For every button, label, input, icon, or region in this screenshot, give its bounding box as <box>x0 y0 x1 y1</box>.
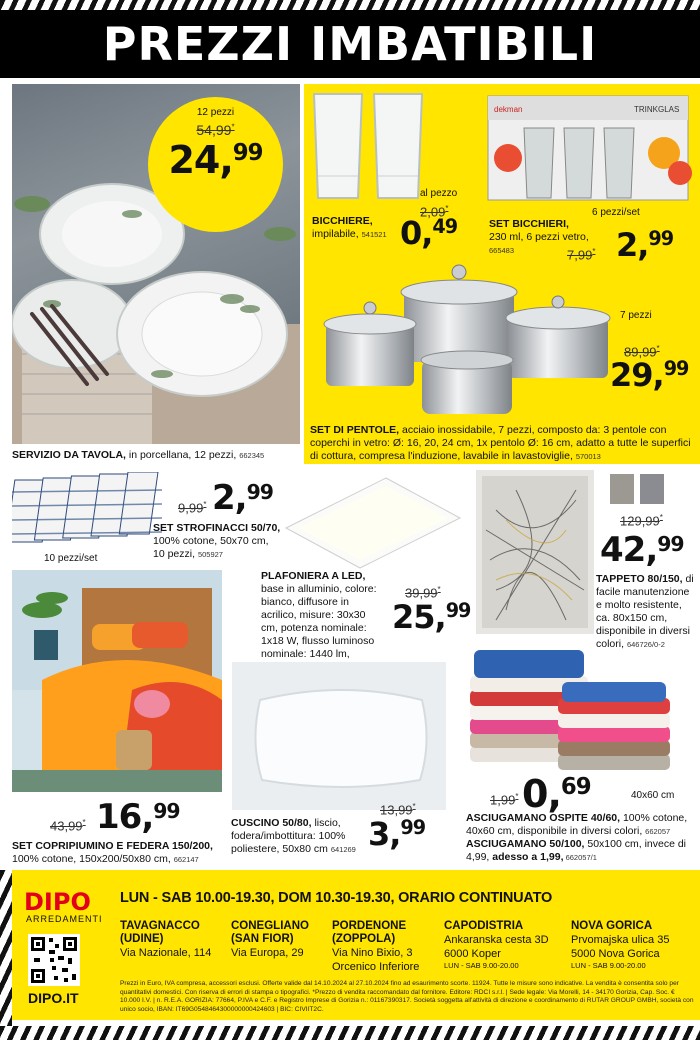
store-address: Via Nino Bixio, 3 <box>332 947 413 959</box>
store-name: CONEGLIANO <box>231 920 309 932</box>
store-tavagnacco <box>120 920 230 960</box>
store-name: TAVAGNACCO <box>120 920 200 932</box>
rug-swatch-illustration <box>608 472 668 506</box>
bicchiere-unit: al pezzo <box>420 188 458 199</box>
plafoniera-price: 25,99 <box>392 598 471 636</box>
store-address-2: 6000 Koper <box>444 948 501 960</box>
rug-swatches <box>608 472 668 506</box>
asciugamano-description: ASCIUGAMANO OSPITE 40/60, 100% cotone, 40x60 cm, disponibile in diversi colori, 662057 ASCIUGAMANO 50/100, 50x100 cm, invece di 4,99, adesso a 1,99, 662057/1 <box>466 812 688 863</box>
store-address: Ankaranska cesta 3D <box>444 934 549 946</box>
rug-photo <box>476 470 594 634</box>
website-link[interactable]: DIPO.IT <box>28 990 79 1006</box>
pillow-illustration <box>232 662 446 810</box>
set-bicchieri-count: 6 pezzi/set <box>592 207 640 218</box>
store-footer <box>12 870 700 1020</box>
box-label: TRINKGLAS <box>634 105 680 114</box>
bicchiere-old-price: 2,09* <box>420 204 449 220</box>
tea-towels-illustration <box>12 472 162 548</box>
glass-set-box-illustration <box>484 88 696 204</box>
footer-left-stripes <box>0 870 12 1026</box>
servizio-count: 12 pezzi <box>196 107 235 118</box>
store-name-sub: (SAN FIOR) <box>231 933 294 945</box>
set-bicchieri-price: 2,99 <box>616 226 674 264</box>
store-nova-gorica <box>571 920 697 971</box>
towels-photo <box>12 472 162 548</box>
hand-towels-photo <box>466 646 674 774</box>
tappeto-price: 42,99 <box>600 530 684 570</box>
servizio-description: SERVIZIO DA TAVOLA, in porcellana, 12 pezzi, 662345 <box>12 449 265 461</box>
asciugamano-price: 0,69 <box>522 772 591 816</box>
store-name-sub: (UDINE) <box>120 933 164 945</box>
brand-logo: DIPO <box>24 888 91 916</box>
box-brand: dekman <box>494 105 523 114</box>
copripiumino-description: SET COPRIPIUMINO E FEDERA 150/200, 100% cotone, 150x200/50x80 cm, 662147 <box>12 840 213 865</box>
qr-code[interactable] <box>28 934 80 986</box>
rug-illustration <box>476 470 594 634</box>
store-conegliano <box>231 920 331 960</box>
plafoniera-description: PLAFONIERA A LED, base in alluminio, colore: bianco, diffusore in acrilico, misure: 30x30 cm, potenza nominale: 1x18 W, flusso luminoso nominale: 1440 lm, <box>261 570 377 660</box>
store-hours: LUN - SAB 9.00-20.00 <box>444 961 519 970</box>
pentole-old-price: 89,99* <box>624 344 660 360</box>
strofinacci-description: SET STROFINACCI 50/70, 100% cotone, 50x70 cm, 10 pezzi, 505927 <box>153 522 281 560</box>
store-address: Via Europa, 29 <box>231 947 304 959</box>
pentole-price: 29,99 <box>610 356 689 394</box>
led-panel-illustration <box>276 470 466 570</box>
ceiling-light-photo <box>276 470 466 570</box>
asciugamano-size: 40x60 cm <box>631 790 675 801</box>
store-address-2: Orcenico Inferiore <box>332 961 420 973</box>
glass-photo <box>306 86 434 212</box>
cuscino-price: 3,99 <box>368 815 426 853</box>
cookware-photo <box>312 262 622 420</box>
cuscino-old-price: 13,99* <box>380 802 416 818</box>
bedding-photo <box>12 570 222 792</box>
store-address: Via Nazionale, 114 <box>120 947 212 959</box>
price-badge-servizio <box>148 97 283 232</box>
store-pordenone <box>332 920 442 974</box>
store-name: PORDENONE <box>332 920 407 932</box>
store-capodistria <box>444 920 570 971</box>
tappeto-old-price: 129,99* <box>620 513 663 529</box>
glasses-illustration <box>306 86 434 212</box>
towel-stack-illustration <box>466 646 674 774</box>
bottom-stripes <box>0 1026 700 1040</box>
copripiumino-price: 16,99 <box>96 797 180 837</box>
strofinacci-old-price: 9,99* <box>178 500 207 516</box>
servizio-price: 24,99 <box>168 138 263 182</box>
set-bicchieri-description: SET BICCHIERI, 230 ml, 6 pezzi vetro, 665483 <box>489 218 589 255</box>
store-name-sub: (ZOPPOLA) <box>332 933 396 945</box>
brand-subtitle: ARREDAMENTI <box>26 914 103 924</box>
pentole-count: 7 pezzi <box>620 310 652 321</box>
plafoniera-old-price: 39,99* <box>405 585 441 601</box>
pillow-photo <box>232 662 446 810</box>
servizio-old-price: 54,99* <box>196 122 235 138</box>
asciugamano-old-price: 1,99* <box>490 792 519 808</box>
glass-set-photo <box>484 88 696 204</box>
bicchiere-description: BICCHIERE, impilabile, 541521 <box>312 215 387 240</box>
opening-hours: LUN - SAB 10.00-19.30, DOM 10.30-19.30, ORARIO CONTINUATO <box>120 890 553 906</box>
set-bicchieri-old-price: 7,99* <box>567 247 596 263</box>
pots-illustration <box>312 262 622 420</box>
page-title: PREZZI IMBATIBILI <box>0 10 700 78</box>
store-name: NOVA GORICA <box>571 920 653 932</box>
copripiumino-old-price: 43,99* <box>50 818 86 834</box>
store-hours: LUN - SAB 9.00-20.00 <box>571 961 646 970</box>
tappeto-description: TAPPETO 80/150, di facile manutenzione e molto resistente, ca. 80x150 cm, disponibile in diversi colori, 646726/0-2 <box>596 573 694 650</box>
bicchiere-price: 0,49 <box>400 214 458 252</box>
strofinacci-count: 10 pezzi/set <box>44 553 98 564</box>
cuscino-description: CUSCINO 50/80, liscio, fodera/imbottitura: 100% poliestere, 50x80 cm 641269 <box>231 817 356 855</box>
store-name: CAPODISTRIA <box>444 920 524 932</box>
store-address-2: 5000 Nova Gorica <box>571 948 660 960</box>
store-address: Prvomajska ulica 35 <box>571 934 670 946</box>
legal-notice: Prezzi in Euro, IVA compresa, accessori esclusi. Offerte valide dal 14.10.2024 al 27.10.2024 fino ad esaurimento scorte. 11924. Tutte le misure sono indicative. La vendita è consentita solo per quantitativi domestici. Con riserva di errori di stampa o tipografici. *Prezzo di vendita raccomandato dal fornitore. Editore: RDCI s.r.l. | Sede legale: Via Morelli, 14 - 34170 Gorizia, Cap. Soc. € 10.000 I.V. | n. R.E.A. GORIZIA: 77664, P.IVA e C.F. e Registro Imprese di Gorizia n.: 01167390317. Società soggetta all'attività di direzione e coordinamento di RUTAR GROUP GMBH, società con unico socio, IBAN: IT69G0548464300000000424603 | BIC: CIVIIT2C. <box>120 980 694 1013</box>
bed-illustration <box>12 570 222 792</box>
strofinacci-price: 2,99 <box>212 478 273 518</box>
pentole-description: SET DI PENTOLE, acciaio inossidabile, 7 pezzi, composto da: 3 pentole con coperchi in vetro: Ø: 16, 20, 24 cm, 1x pentolo Ø: 16 cm, adatto a tutte le superfici di cottura, compresa l'induzione, lavabile in lavastoviglie, 570013 <box>310 424 691 462</box>
